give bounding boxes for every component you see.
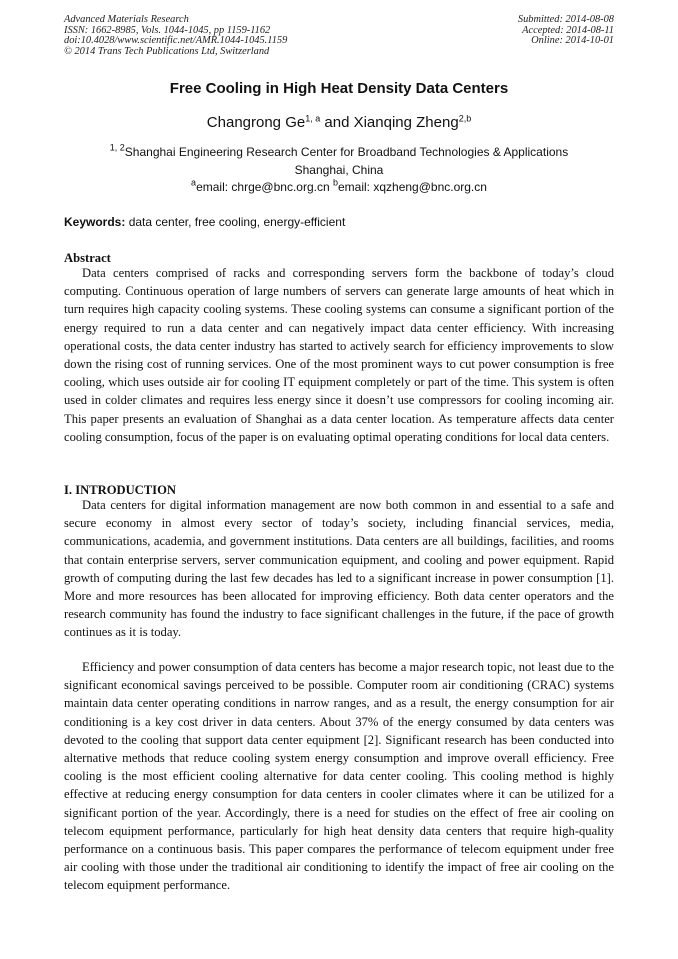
submitted-date: Submitted: 2014-08-08 [517, 14, 614, 25]
submission-dates [518, 15, 614, 47]
accepted-date: Accepted: 2014-08-11 [522, 24, 614, 36]
affiliation-name: Shanghai Engineering Research Center for Broadband Technologies & Applications [124, 145, 569, 159]
keywords-list: data center, free cooling, energy-efficient [125, 215, 346, 229]
keywords [64, 215, 345, 229]
affiliation-mark: 1, 2 [109, 142, 125, 153]
introduction-heading: I. INTRODUCTION [64, 483, 176, 497]
doi-line[interactable]: doi:10.4028/www.scientific.net/AMR.1044-1045.1159 [64, 35, 288, 47]
keywords-label: Keywords: [64, 215, 126, 229]
author-name: Xianqing Zheng [353, 114, 459, 131]
introduction-paragraph: Efficiency and power consumption of data centers has become a major research topic, not least due to the significant economical savings perceived to be possible. Computer room air conditioning (CRAC) systems maintain data center operating conditions in narrow ranges, and as a result, the energy consumption for air conditioning is a key cost driver in data centers. About 37% of the energy consumed by data centers was devoted to the cooling that support data center equipment [2]. Significant research has been conducted into alternative methods that reduce cooling system energy consumption and improve overall efficiency. Free cooling is the most efficient cooling alternative for data center cooling. This cooling method is highly effective at reducing energy consumption for data centers in cooler climates where it can be utilized for a significant portion of the year. Accordingly, there is a need for studies on the effect of free air cooling on telecom equipment performance, particularly for high heat density data centers that require high-quality performance on a continuous basis. This paper compares the performance of telecom equipment under free air cooling with those under the traditional air conditioning to identify the impact of free air cooling on the telecom equipment performance. [64, 660, 614, 893]
author-affiliation-mark: 1, a [305, 113, 321, 124]
online-date: Online: 2014-10-01 [531, 35, 614, 47]
author-email[interactable]: email: xqzheng@bnc.org.cn [338, 180, 487, 194]
introduction-body [64, 658, 614, 895]
author-emails [0, 177, 678, 194]
author-name: Changrong Ge [206, 114, 306, 131]
abstract-body [64, 264, 614, 446]
affiliation [0, 142, 678, 159]
journal-name: Advanced Materials Research [64, 14, 189, 25]
author-conjunction: and [320, 114, 354, 131]
affiliation-location: Shanghai, China [294, 163, 384, 177]
author-affiliation-mark: 2,b [458, 113, 472, 124]
email-mark: a [191, 177, 197, 188]
author-email[interactable]: email: chrge@bnc.org.cn [196, 180, 333, 194]
introduction-paragraph: Data centers for digital information management are now both common in and essential to a safe and secure economy in almost every sector of today’s society, including financial services, media, communications, academia, and government institutions. Data centers are all buildings, facilities, and rooms that contain enterprise servers, server communication equipment, and cooling and power equipment. Rapid growth of computing during the last few decades has led to a significant increase in power consumption [1]. More and more resources has been allocated for improving efficiency. Both data center operators and the research community has found the industry to face significant challenges in the future, if the pace of growth continues as it is today. [64, 498, 614, 640]
issn-line: ISSN: 1662-8985, Vols. 1044-1045, pp 1159-1162 [64, 24, 271, 36]
copyright-line: © 2014 Trans Tech Publications Ltd, Switzerland [64, 45, 270, 57]
introduction-body [64, 496, 614, 642]
author-list [0, 113, 678, 133]
email-mark: b [332, 177, 338, 188]
journal-header [64, 15, 287, 57]
paper-title: Free Cooling in High Heat Density Data Centers [169, 80, 509, 97]
abstract-text: Data centers comprised of racks and corresponding servers form the backbone of today’s cloud computing. Continuous operation of large numbers of servers can generate large amounts of heat which in turn requires high capacity cooling systems. These cooling systems can consume a significant portion of the energy required to run a data center and can negatively impact data center efficiency. With increasing operational costs, the data center industry has started to actively search for efficiency improvements to slow down the rising cost of running services. One of the most prominent ways to cut power consumption is free cooling, which uses outside air for cooling IT equipment completely or part of the time. This system is often used in colder climates and requires less energy since it doesn’t use compressors for cooling incoming air. This paper presents an evaluation of Shanghai as a data center location. As temperature affects data center cooling consumption, focus of the paper is on evaluating optimal operating conditions for local data centers. [64, 266, 614, 444]
abstract-heading: Abstract [64, 251, 111, 265]
